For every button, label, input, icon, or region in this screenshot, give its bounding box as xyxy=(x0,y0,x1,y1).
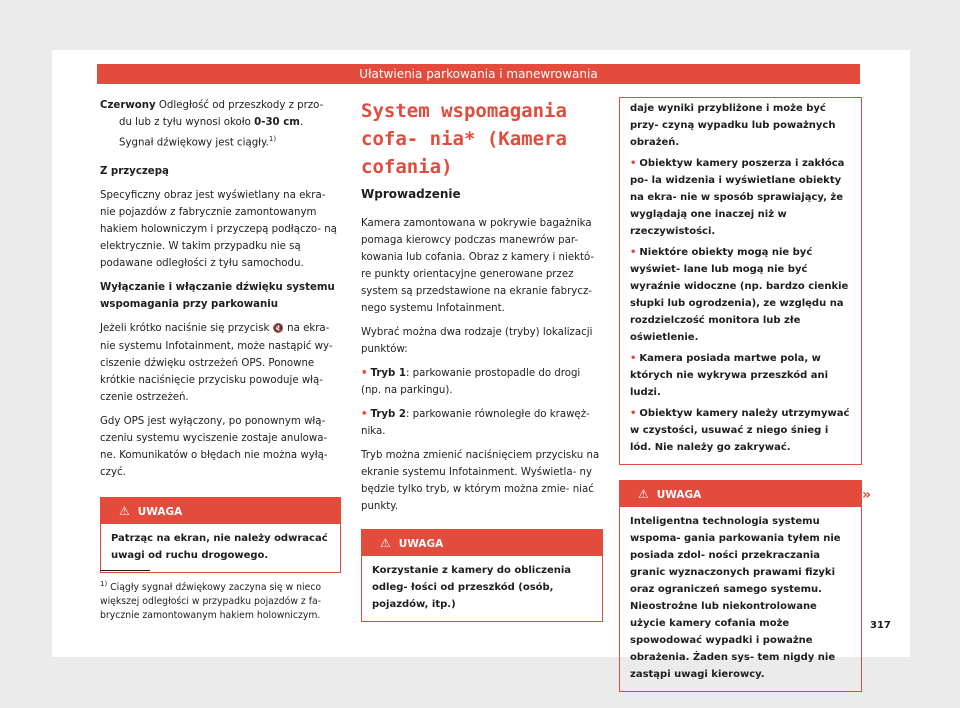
tryb2-text: : parkowanie równoległe do krawęż- nika. xyxy=(361,409,590,437)
modes-paragraph: Wybrać można dwa rodzaje (tryby) lokalizacji punktów: xyxy=(361,327,593,355)
mute-icon: 🔇 xyxy=(272,324,284,335)
column-middle xyxy=(361,97,603,622)
column-left xyxy=(100,97,341,573)
uwaga-continuation-box xyxy=(619,97,862,465)
tryb1-text: : parkowanie prostopadle do drogi (np. na parkingu). xyxy=(361,368,581,396)
footnote-divider xyxy=(100,570,150,571)
warning-icon: ⚠ xyxy=(119,504,130,519)
warn-bullet-text: Kamera posiada martwe pola, w których nie wykrywa przeszkód ani ludzi. xyxy=(630,353,829,398)
warn-bullet xyxy=(630,155,851,240)
wylaczanie-text1 xyxy=(100,320,341,406)
wylaczanie-text2: Gdy OPS jest wyłączony, po ponownym włą- czeniu systemu wyciszenie zostaje anulowa- ne. Komunikatów o błędach nie można wyłą- czyć. xyxy=(100,416,328,479)
bullet-icon: • xyxy=(361,368,368,379)
tryb1-item xyxy=(361,365,603,399)
bullet-icon: • xyxy=(630,158,637,169)
uwaga-title: UWAGA xyxy=(398,538,444,550)
czerwony-text2: du lub z tyłu wynosi około xyxy=(119,117,255,128)
przyczepa-text: Specyficzny obraz jest wyświetlany na ekra- nie pojazdów z fabrycznie zamontowanym hakiem holowniczym i przyczepą podłączo- ną elektrycznie. W takim przypadku nie są podawane odległości z tyłu samochodu. xyxy=(100,190,337,270)
wylaczanie-text1a: Jeżeli krótko naciśnie się przycisk xyxy=(100,323,273,335)
wylaczanie-text1b: na ekra- nie systemu Infotainment, może nastąpić wy- ciszenie dźwięku ostrzeżeń OPS. Ponowne krótkie naciśnięcie przycisku powoduje włą- czenie ostrzeżeń. xyxy=(100,323,333,404)
page-number: 317 xyxy=(870,620,891,631)
change-mode-paragraph: Tryb można zmienić naciśnięciem przycisku na ekranie systemu Infotainment. Wyświetla- ny będzie tylko tryb, w którym można zmie- niać punkty. xyxy=(361,450,600,512)
column-right xyxy=(619,97,862,692)
przyczepa-heading: Z przyczepą xyxy=(100,166,169,178)
warning-icon: ⚠ xyxy=(638,487,649,501)
bullet-icon: • xyxy=(630,408,637,419)
warn-bullet-text: Niektóre obiekty mogą nie być wyświet- lane lub mogą nie być wyraźnie widoczne (np. bardzo cienkie słupki lub ogrodzenia), ze względu na rozdzielczość monitora lub złe oświetlenie. xyxy=(630,247,849,343)
subsection-title: Wprowadzenie xyxy=(361,187,461,201)
section-title: System wspomagania cofa- nia* (Kamera cofania) xyxy=(361,100,567,178)
warning-icon: ⚠ xyxy=(380,536,391,550)
czerwony-text4: Sygnał dźwiękowy jest ciągły. xyxy=(119,137,269,149)
bullet-icon: • xyxy=(630,353,637,364)
tryb1-label: Tryb 1 xyxy=(370,368,406,379)
uwaga-header xyxy=(362,530,602,556)
czerwony-label: Czerwony xyxy=(100,100,156,111)
uwaga-header xyxy=(101,498,340,524)
uwaga-title: UWAGA xyxy=(656,489,702,501)
uwaga-box-right xyxy=(619,480,862,692)
footnote xyxy=(100,577,345,623)
warn-bullet-text: Obiektyw kamery poszerza i zakłóca po- la widzenia i wyświetlane obiekty na ekra- nie w sposób sprawiający, że wyglądają one inaczej niż w rzeczywistości. xyxy=(630,158,845,237)
czerwony-range: 0-30 cm xyxy=(254,117,300,128)
uwaga-text: Patrząc na ekran, nie należy odwracać uwagi od ruchu drogowego. xyxy=(111,533,328,562)
footnote-text: Ciągły sygnał dźwiękowy zaczyna się w nieco większej odległości w przypadku pojazdów z fa- brycznie zamontowanym hakiem holowniczym. xyxy=(100,582,322,622)
uwaga-continuation-body xyxy=(620,98,861,464)
intro-paragraph: Kamera zamontowana w pokrywie bagażnika pomaga kierowcy podczas manewrów par- kowania lub cofania. Obraz z kamery i niektó- re punkty orientacyjne generowane przez system są przedstawione na ekranie fabrycz- nego systemu Infotainment. xyxy=(361,218,595,314)
warn-bullet-text: Obiektyw kamery należy utrzymywać w czystości, usuwać z niego śnieg i lód. Nie należy go zakrywać. xyxy=(630,408,850,453)
uwaga-box-middle xyxy=(361,529,603,622)
czerwony-text3: . xyxy=(299,117,304,128)
uwaga-header xyxy=(620,481,861,507)
footnote-ref: 1) xyxy=(268,135,277,143)
wylaczanie-heading: Wyłączanie i włączanie dźwięku systemu wspomagania przy parkowaniu xyxy=(100,282,335,311)
tryb2-label: Tryb 2 xyxy=(370,409,406,420)
section-header: Ułatwienia parkowania i manewrowania xyxy=(97,64,860,84)
footnote-mark: 1) xyxy=(100,580,108,588)
warn-bullet xyxy=(630,405,851,456)
continue-arrow-icon: » xyxy=(862,487,872,503)
uwaga-box-left xyxy=(100,497,341,573)
czerwony-paragraph xyxy=(100,97,341,151)
warn-bullet xyxy=(630,244,851,346)
tryb2-item xyxy=(361,406,603,440)
continuation-intro: daje wyniki przybliżone i może być przy- czyną wypadku lub poważnych obrażeń. xyxy=(630,103,836,148)
uwaga-text: Inteligentna technologia systemu wspoma- gania parkowania tyłem nie posiada zdol- ności przekraczania granic wyznaczonych prawami fizyki oraz ograniczeń samego systemu. Nieostrożne lub niekontrolowane użycie kamery cofania może spowodować wypadki i poważne obrażenia. Żaden sys- tem nigdy nie zastąpi uwagi kierowcy. xyxy=(630,516,841,680)
czerwony-text1: Odległość od przeszkody z przo- xyxy=(158,100,324,111)
uwaga-title: UWAGA xyxy=(137,506,183,519)
warn-bullet xyxy=(630,350,851,401)
bullet-icon: • xyxy=(630,247,637,258)
bullet-icon: • xyxy=(361,409,368,420)
uwaga-text: Korzystanie z kamery do obliczenia odleg- łości od przeszkód (osób, pojazdów, itp.) xyxy=(372,565,572,610)
